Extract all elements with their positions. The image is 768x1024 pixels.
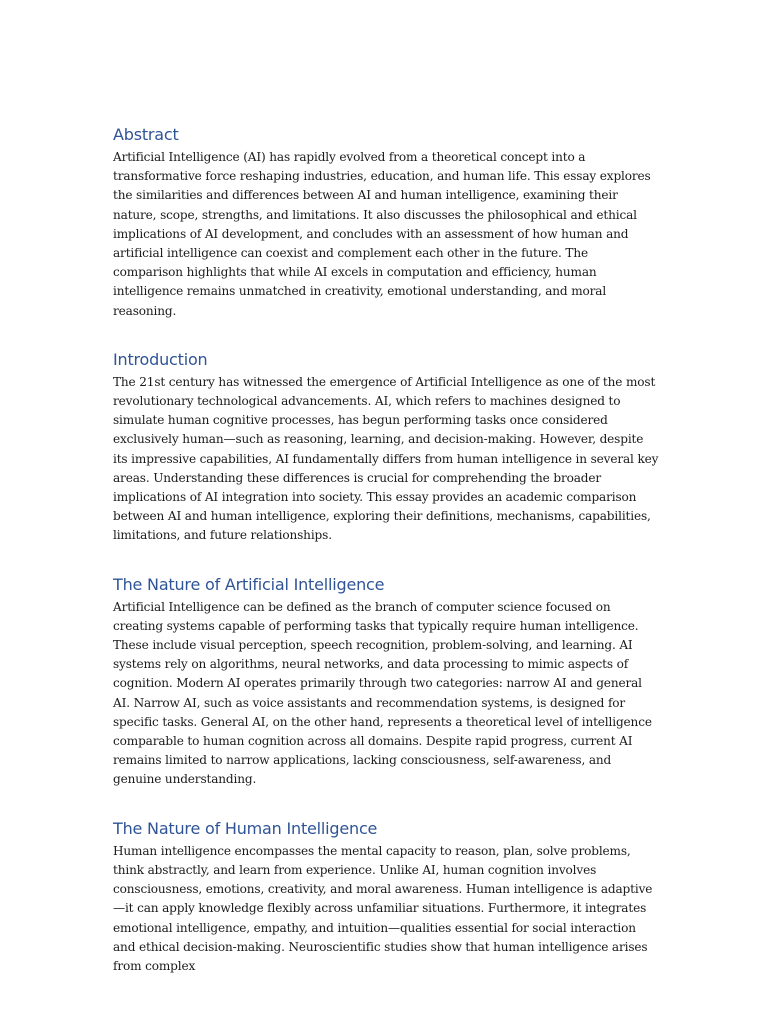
section-heading-abstract: Abstract [113,125,179,144]
section-body-nature-of-human-intelligence: Human intelligence encompasses the mental capacity to reason, plan, solve problems, think abstractly, and learn from experience. Unlike AI, human cognition involves consciousness, emotions, creativity, and moral awareness. Human intelligence is adaptive—it can apply knowledge flexibly across unfamiliar situations. Furthermore, it integrates emotional intelligence, empathy, and intuition—qualities essential for social interaction and ethical decision-making. Neuroscientific studies show that human intelligence arises from complex [113,843,653,973]
section-introduction [113,350,661,546]
section-body-nature-of-ai: Artificial Intelligence can be defined as the branch of computer science focused on creating systems capable of performing tasks that typically require human intelligence. These include visual perception, speech recognition, problem-solving, and learning. AI systems rely on algorithms, neural networks, and data processing to mimic aspects of cognition. Modern AI operates primarily through two categories: narrow AI and general AI. Narrow AI, such as voice assistants and recommendation systems, is designed for specific tasks. General AI, on the other hand, represents a theoretical level of intelligence comparable to human cognition across all domains. Despite rapid progress, current AI remains limited to narrow applications, lacking consciousness, self-awareness, and genuine understanding. [113,599,652,787]
section-abstract [113,125,661,321]
section-heading-introduction: Introduction [113,349,208,369]
section-body-introduction: The 21st century has witnessed the emergence of Artificial Intelligence as one of the most revolutionary technological advancements. AI, which refers to machines designed to simulate human cognitive processes, has begun performing tasks once considered exclusively human—such as reasoning, learning, and decision-making. However, despite its impressive capabilities, AI fundamentally differs from human intelligence in several key areas. Understanding these differences is crucial for comprehending the broader implications of AI integration into society. This essay provides an academic comparison between AI and human intelligence, exploring their definitions, mechanisms, capabilities, limitations, and future relationships. [113,374,659,543]
section-heading-nature-of-human-intelligence: The Nature of Human Intelligence [113,818,378,838]
section-nature-of-ai [113,575,661,790]
section-body-abstract: Artificial Intelligence (AI) has rapidly evolved from a theoretical concept into a transformative force reshaping industries, education, and human life. This essay explores the similarities and differences between AI and human intelligence, examining their nature, scope, strengths, and limitations. It also discusses the philosophical and ethical implications of AI development, and concludes with an assessment of how human and artificial intelligence can coexist and complement each other in the future. The comparison highlights that while AI excels in computation and efficiency, human intelligence remains unmatched in creativity, emotional understanding, and moral reasoning. [113,150,651,318]
section-nature-of-human-intelligence [113,819,661,976]
document-page [113,125,661,1005]
section-heading-nature-of-ai: The Nature of Artificial Intelligence [113,574,385,594]
